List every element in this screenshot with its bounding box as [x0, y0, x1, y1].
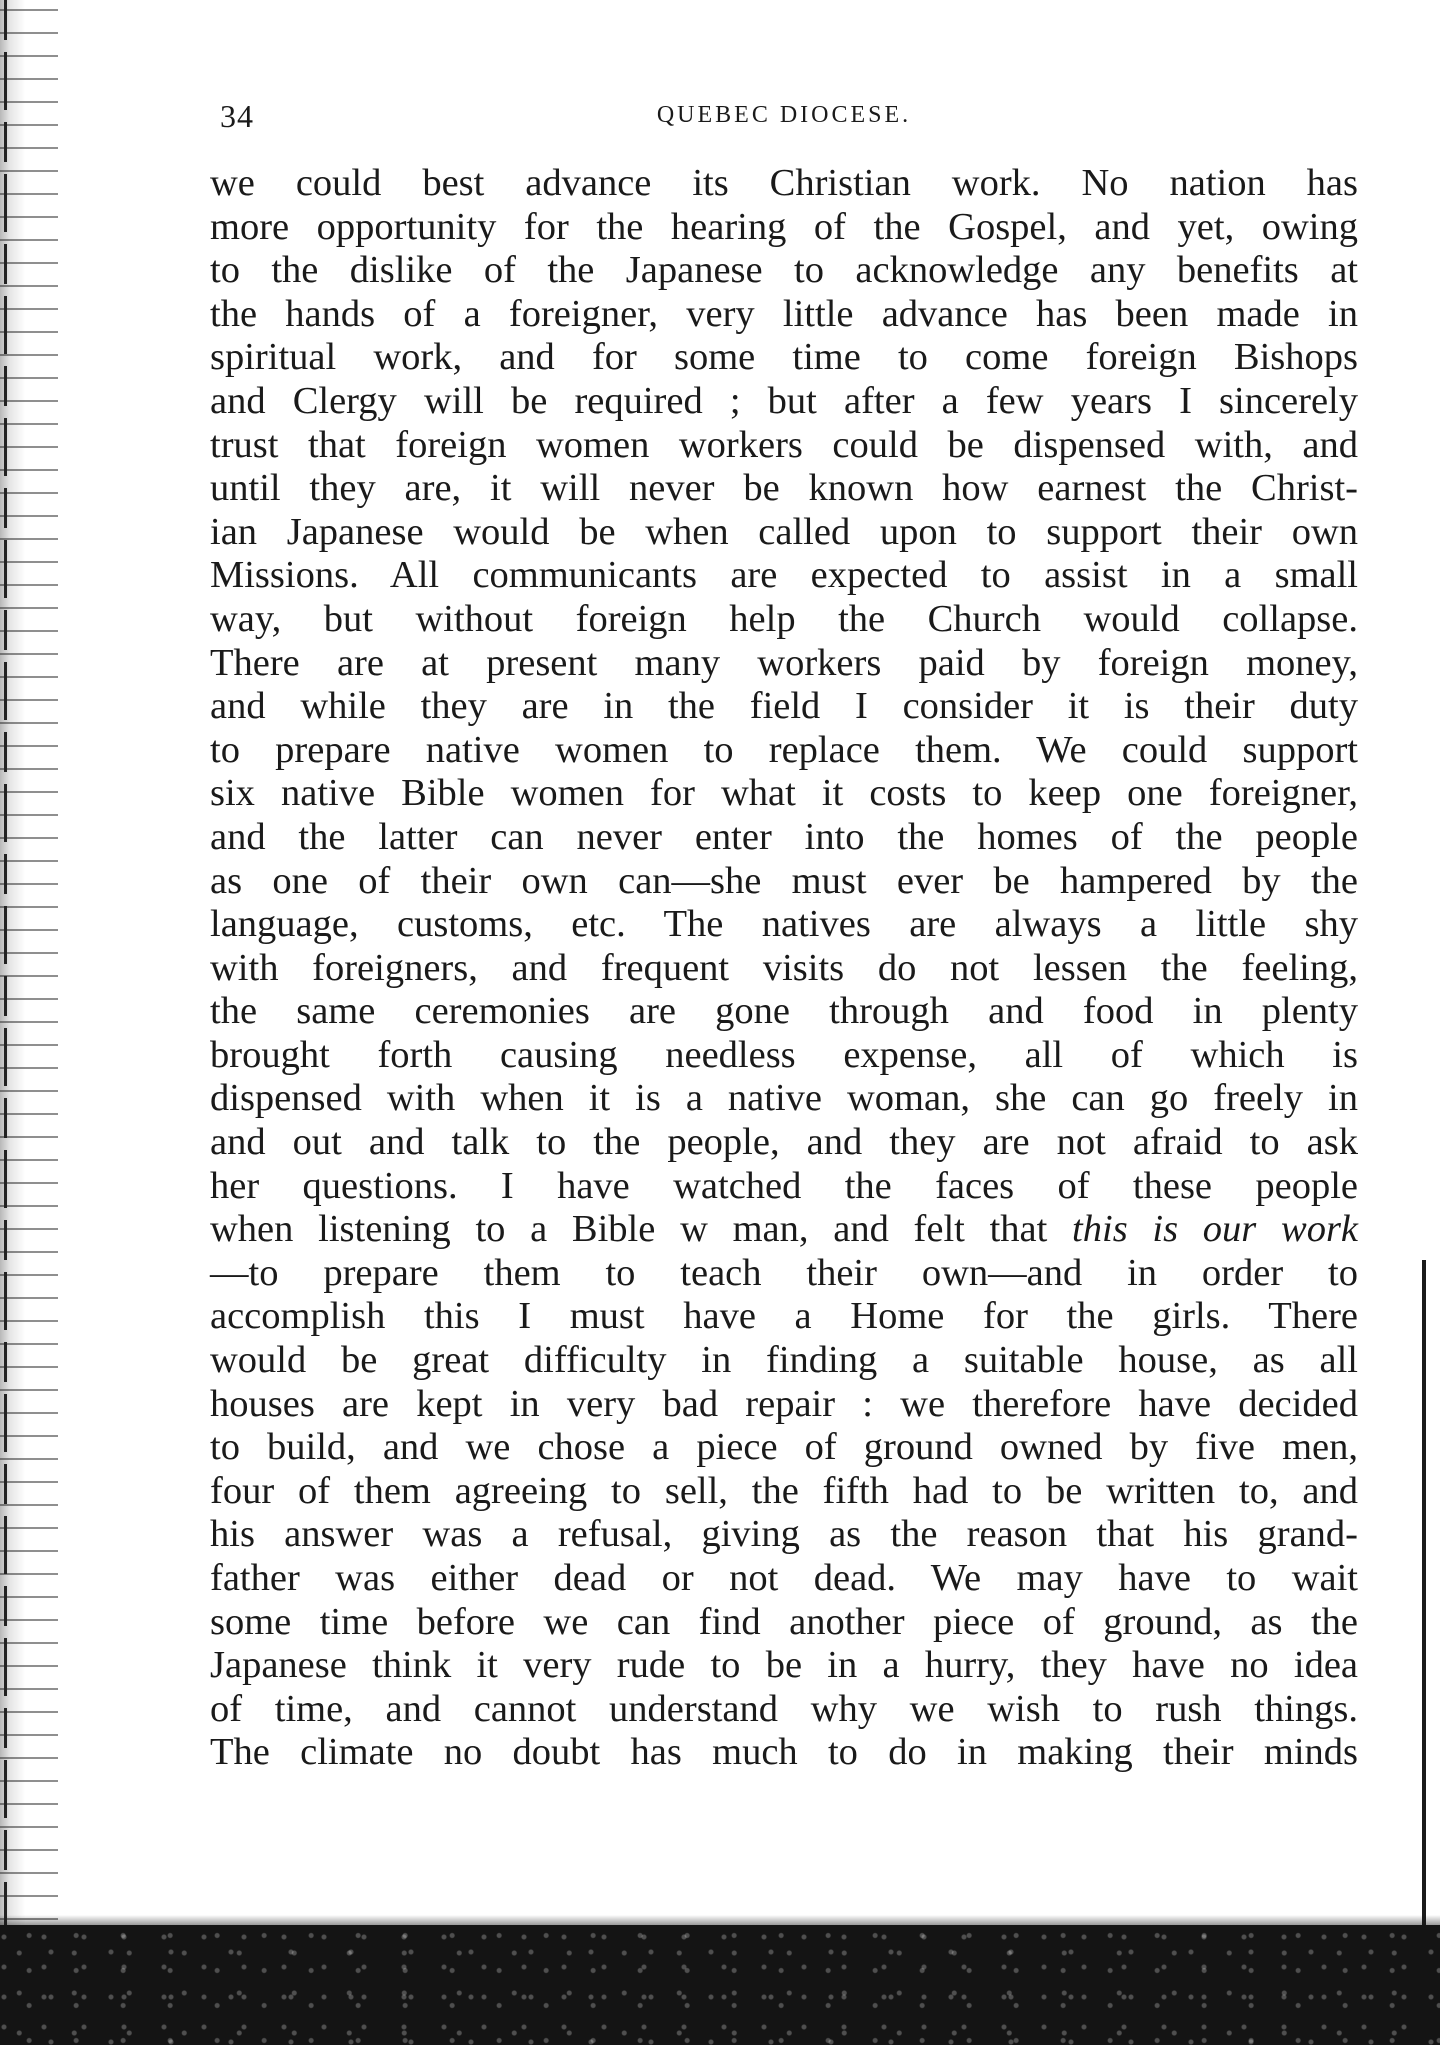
text-line: and the latter can never enter into the homes of the people [210, 815, 1358, 858]
text-line: to prepare native women to replace them. We could support [210, 728, 1358, 771]
text-line: as one of their own can—she must ever be hampered by the [210, 859, 1358, 902]
text-line: some time before we can find another piece of ground, as the [210, 1600, 1358, 1643]
text-line: father was either dead or not dead. We may have to wait [210, 1557, 1358, 1599]
italic-phrase: this is our work [1072, 1208, 1359, 1251]
scan-bottom-strip [0, 1925, 1440, 2045]
text-line: and while they are in the field I consider it is their duty [210, 685, 1358, 728]
text-line: more opportunity for the hearing of the Gospel, and yet, owing [210, 205, 1358, 248]
scan-binding-line [4, 0, 7, 2045]
text-line: —to prepare them to teach their own—and in order to [210, 1251, 1358, 1294]
text-line: language, customs, etc. The natives are always a little shy [210, 903, 1358, 946]
text-line: and Clergy will be required ; but after a few years I sincerely [210, 379, 1358, 422]
text-line: the same ceremonies are gone through and food in plenty [210, 990, 1358, 1033]
text-line: dispensed with when it is a native woman, she can go freely in [210, 1077, 1358, 1120]
text-line: Missions. All communicants are expected to assist in a small [210, 554, 1358, 597]
text-line: and out and talk to the people, and they are not afraid to ask [210, 1121, 1358, 1164]
page-number: 34 [220, 98, 254, 134]
scan-right-edge [1422, 1260, 1426, 1960]
text-line: the hands of a foreigner, very little advance has been made in [210, 292, 1358, 335]
text-line: of time, and cannot understand why we wish to rush things. [210, 1687, 1358, 1730]
text-line-with-italic [210, 1208, 1358, 1252]
text-line: The climate no doubt has much to do in making their minds [210, 1731, 1358, 1774]
text-line-prefix: when listening to a Bible w man, and felt that [210, 1208, 1048, 1251]
text-line: ian Japanese would be when called upon to support their own [210, 510, 1358, 553]
text-line: brought forth causing needless expense, all of which is [210, 1033, 1358, 1076]
text-line: would be great difficulty in finding a suitable house, as all [210, 1339, 1358, 1382]
text-line: his answer was a refusal, giving as the reason that his grand- [210, 1513, 1358, 1556]
text-line: her questions. I have watched the faces of these people [210, 1164, 1358, 1207]
scan-binding-edge [0, 0, 58, 2045]
text-line: spiritual work, and for some time to come foreign Bishops [210, 336, 1358, 379]
text-line: trust that foreign women workers could be dispensed with, and [210, 423, 1358, 466]
running-title: QUEBEC DIOCESE. [656, 102, 912, 128]
text-line: we could best advance its Christian work. No nation has [210, 162, 1358, 204]
text-line: way, but without foreign help the Church would collapse. [210, 597, 1358, 640]
text-line: until they are, it will never be known how earnest the Christ- [210, 467, 1358, 510]
body-text [210, 162, 1358, 1775]
text-line: with foreigners, and frequent visits do not lessen the feeling, [210, 946, 1358, 989]
running-head [210, 90, 1358, 136]
text-line: There are at present many workers paid by foreign money, [210, 641, 1358, 684]
text-line: houses are kept in very bad repair : we therefore have decided [210, 1382, 1358, 1425]
text-line: four of them agreeing to sell, the fifth had to be written to, and [210, 1469, 1358, 1512]
text-line: to build, and we chose a piece of ground owned by five men, [210, 1426, 1358, 1469]
text-line: six native Bible women for what it costs to keep one foreigner, [210, 772, 1358, 815]
text-line: accomplish this I must have a Home for the girls. There [210, 1295, 1358, 1338]
book-page [210, 90, 1358, 1775]
text-line: to the dislike of the Japanese to acknowledge any benefits at [210, 249, 1358, 292]
text-line: Japanese think it very rude to be in a hurry, they have no idea [210, 1644, 1358, 1687]
